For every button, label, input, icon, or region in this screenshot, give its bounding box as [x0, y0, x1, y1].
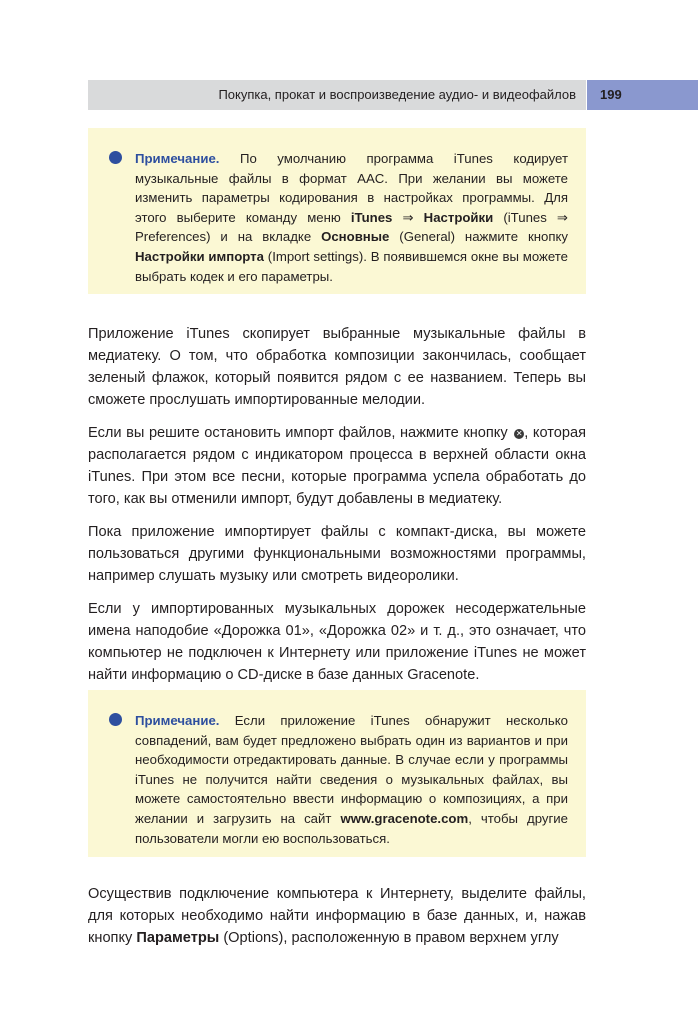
note-text-run: (Import settings). В появившемся окне вы можете выбрать кодек и его параметры. [135, 248, 568, 284]
note-box-1 [88, 128, 586, 294]
note-bullet-icon [109, 713, 122, 726]
note-label: Примечание. [135, 151, 220, 166]
running-header-title: Покупка, прокат и воспроизведение аудио- и видеофайлов [218, 87, 576, 102]
button-term-import-settings: Настройки импорта [135, 248, 264, 264]
paragraph: Пока приложение импортирует файлы с компакт-диска, вы можете пользоваться другими функциональными возможностями программы, например слушать музыку или смотреть видеоролики. [88, 524, 586, 584]
tab-term-general: Основные [321, 229, 390, 245]
paragraph-text-run: Осуществив подключение компьютера к Интернету, выделите файлы, для которых необходимо найти информацию в базе данных, и, нажав кнопку [88, 886, 586, 946]
note-text [135, 711, 568, 848]
paragraph [88, 883, 586, 949]
stop-import-icon: ✕ [515, 429, 523, 438]
paragraph [88, 422, 586, 510]
button-term-options: Параметры [136, 930, 220, 946]
paragraph: Приложение iTunes скопирует выбранные музыкальные файлы в медиатеку. О том, что обработка композиции закончилась, сообщает зеленый флажок, который появится рядом с ее названием. Теперь вы сможете прослушать импортированные мелодии. [88, 326, 586, 408]
note-text-run: По умолчанию программа iTunes кодирует музыкальные файлы в формат AAC. При желании вы можете изменить параметры кодирования в настройках программы. Для этого выберите команду меню [135, 151, 568, 225]
paragraph-text-run: , которая располагается рядом с индикатором процесса в верхней области окна iTunes. При этом все песни, которые программа успела обработать до того, как вы отменили импорт, будут добавлены в медиатеку. [88, 425, 587, 507]
page-number: 199 [600, 87, 622, 102]
menu-term-itunes: iTunes [350, 209, 393, 225]
paragraph: Если у импортированных музыкальных дорожек несодержательные имена наподобие «Дорожка 01», «Дорожка 02» и т. д., это означает, что компьютер не подключен к Интернету или приложение iTunes не может найти информацию о CD-диске в базе данных Gracenote. [88, 601, 586, 683]
note-text-run: Если приложение iTunes обнаружит несколько совпадений, вам будет предложено выбрать один из вариантов и при необходимости отредактировать данные. В случае если у программы iTunes не получится найти сведения о музыкальных файлах, вы можете самостоятельно ввести информацию о композициях, а при желании и загрузить на сайт [135, 713, 568, 826]
note-text-run: ⇒ [392, 209, 424, 225]
note-bullet-icon [109, 151, 122, 164]
running-header [88, 80, 586, 110]
note-text-run: (General) нажмите кнопку [389, 229, 568, 245]
body-text-block [88, 883, 586, 960]
menu-term-settings: Настройки [423, 209, 494, 225]
note-box-2 [88, 690, 586, 857]
website-link-text: www.gracenote.com [340, 810, 469, 826]
note-text-run: , чтобы другие пользователи могли ею воспользоваться. [135, 810, 569, 846]
note-label: Примечание. [135, 713, 220, 728]
body-text-block [88, 323, 586, 697]
note-text [135, 149, 568, 286]
note-text-run: (iTunes ⇒ Preferences) и на вкладке [135, 209, 568, 245]
paragraph-text-run: Если вы решите остановить импорт файлов, нажмите кнопку [88, 425, 508, 441]
page-number-box [587, 80, 698, 110]
paragraph-text-run: (Options), расположенную в правом верхнем углу [219, 930, 559, 946]
